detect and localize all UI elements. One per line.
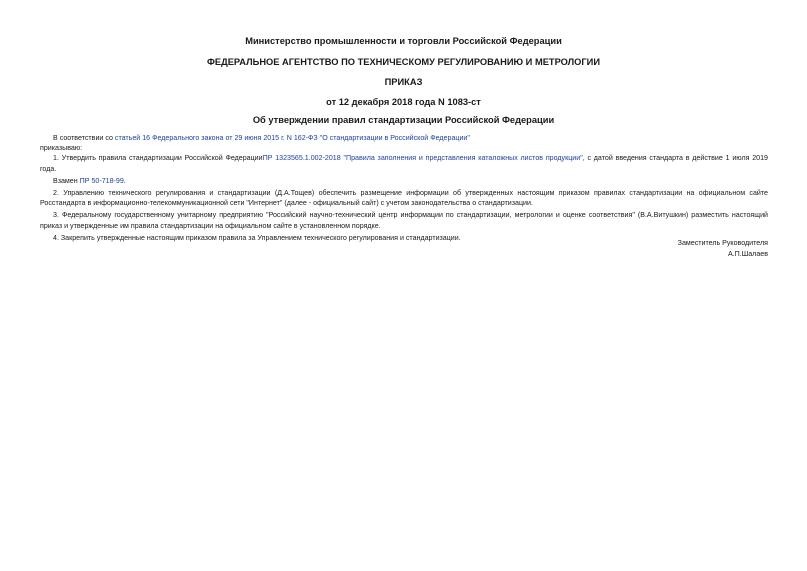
item-3: 3. Федеральному государственному унитарному предприятию "Российский научно-технический центр информации по стандартизации, метрологии и оценке соответствия" (В.А.Витушкин) разместить настоящий приказ и утвержденные им правила стандартизации на официальном сайте в установленном порядке. <box>40 211 768 230</box>
preamble-text: В соответствии со <box>53 134 115 142</box>
old-standard-link[interactable]: ПР 50-718-99 <box>79 176 124 185</box>
replacement-paragraph <box>40 176 768 186</box>
agency-title: ФЕДЕРАЛЬНОЕ АГЕНТСТВО ПО ТЕХНИЧЕСКОМУ РЕГУЛИРОВАНИЮ И МЕТРОЛОГИИ <box>206 57 601 67</box>
document-type: ПРИКАЗ <box>384 77 423 87</box>
item-1-tail: , с датой введения стандарта в действие 1 июля 2019 года. <box>40 154 768 173</box>
ministry-title: Министерство промышленности и торговли Российской Федерации <box>245 36 562 46</box>
date-number: от 12 декабря 2018 года N 1083-ст <box>326 97 481 107</box>
item-1 <box>40 153 768 173</box>
signature-name: А.П.Шалаев <box>727 250 768 258</box>
item-4: 4. Закрепить утвержденные настоящим приказом правила за Управлением технического регулирования и стандартизации. <box>53 233 461 242</box>
item-2: 2. Управлению технического регулирования и стандартизации (Д.А.Тощев) обеспечить размещение информации об утвержденных настоящим приказом правилах стандартизации на официальном сайте Росстандарта в информационно-телекоммуникационной сети "Интернет" (далее - официальный сайт) с учетом законодательства о стандартизации. <box>40 189 768 208</box>
document-body <box>40 133 768 243</box>
replace-text: Взамен <box>53 176 80 185</box>
signature-position: Заместитель Руководителя <box>677 239 768 247</box>
standard-link[interactable]: ПР 1323565.1.002-2018 "Правила заполнения и представления каталожных листов продукции" <box>262 154 583 163</box>
document-subject: Об утверждении правил стандартизации Российской Федерации <box>252 115 555 125</box>
law-link[interactable]: статьей 16 Федерального закона от 29 июня 2015 г. N 162-ФЗ "О стандартизации в Российской Федерации" <box>114 134 470 142</box>
order-word: приказываю: <box>40 144 83 153</box>
replace-tail: . <box>123 176 126 185</box>
item-1-text: 1. Утвердить правила стандартизации Российской Федерации <box>53 154 263 163</box>
preamble-paragraph <box>40 133 768 143</box>
